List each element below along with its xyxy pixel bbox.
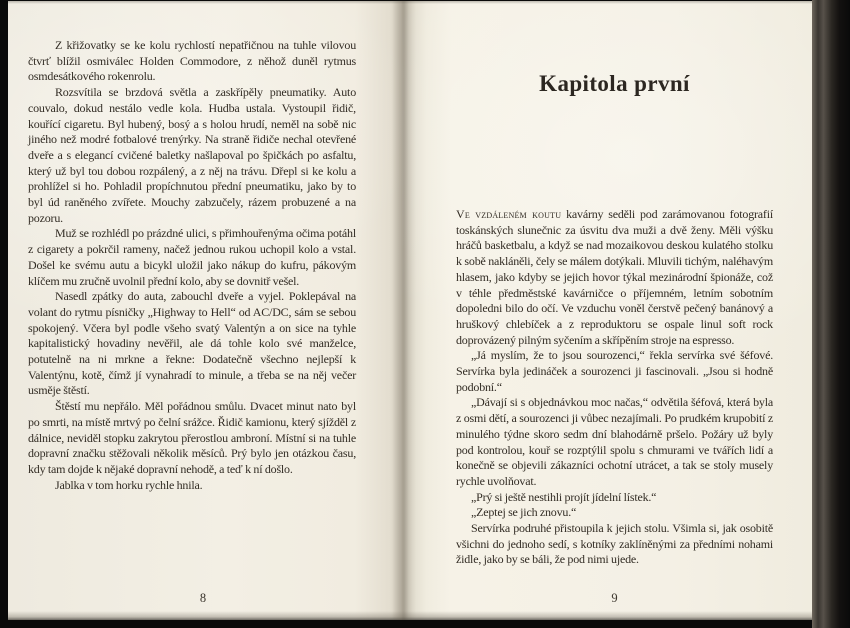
- smallcaps-lead: Ve vzdáleném koutu: [456, 207, 562, 221]
- paragraph: Rozsvítila se brzdová světla a zaskřípěly pneumatiky. Auto couvalo, dokud nestálo vedle kola. Hudba ustala. Vystoupil řidič, kouřící cigaretu. Byl hubený, bosý a s holou hrudí, neměl na sobě nic jiného než modré fotbalové trenýrky. Na straně řidiče nechal otevřené dveře a s elegancí cvičené baletky našlapoval po špičkách po asfaltu, který už byl tou dobou rozpálený, a z něj na trávu. Dřepl si ke kolu a prohlížel si ho. Pohladil propíchnutou přední pneumatiku, jako by to byl úd raněného zvířete. Mouchy zabzučely, rázem probuzené a na pozoru.: [28, 85, 356, 225]
- paragraph-opening: [456, 207, 773, 348]
- right-page-text: [456, 207, 773, 568]
- left-page: [8, 1, 402, 620]
- paragraph: „Dávají si s objednávkou moc načas,“ odvětila šéfová, která byla z osmi dětí, a sourozenci ji vůbec nezajímali. Po prudkém krupobití z minulého týdne skoro sedm dní blahodárně pršelo. Požáry už byly pod kontrolou, kouř se rozptýlil spolu s chmurami ve tvářích lidí a konečně se objevili zákazníci ochotní utrácet, a tak se stoly musely rychle uvolňovat.: [456, 395, 773, 488]
- page-number-right: 9: [611, 591, 618, 605]
- paragraph: „Zeptej se jich znovu.“: [471, 505, 577, 520]
- page-number-left: 8: [199, 591, 207, 605]
- paragraph: Jablka v tom horku rychle hnila.: [55, 477, 203, 492]
- paragraph: Muž se rozhlédl po prázdné ulici, s přimhouřenýma očima potáhl z cigarety a pokrčil rameny, načež jednou rukou uchopil kolo a vstal. Došel ke svému autu a bicykl uložil jako nákup do kufru, pákovým klíčem mu zručně uvolnil přední kolo, aby se dovnitř vešel.: [28, 226, 356, 288]
- paragraph: Štěstí mu nepřálo. Měl pořádnou smůlu. Dvacet minut nato byl po smrti, na místě mrtvý po čelní srážce. Řidič kamionu, který sjížděl z dálnice, neviděl stopku zakrytou přerostlou ambroní. Místní si na tuhle dopravní značku stěžovali několik měsíců. Prý bylo jen otázkou času, kdy tam dojde k nějaké dopravní nehodě, a teď k ní došlo.: [28, 399, 356, 476]
- paragraph: „Já myslím, že to jsou sourozenci,“ řekla servírka své šéfové. Servírka byla jedináček a sourozenci ji fascinovali. „Jsou si hodně podobní.“: [456, 348, 773, 394]
- opening-paragraph-rest: kavárny seděli pod zarámovanou fotografií toskánských slunečnic za úsvitu dva muži a dvě ženy. Měli výšku hráčů basketbalu, a když se nad mozaikovou deskou kulatého stolku k sobě nakláněli, čely se málem dotýkali. Mluvili tichým, naléhavým hlasem, jako kdyby se jejich hovor týkal mezinárodní špionáže, což v téhle předměstské kavárničce o příjemném, letním sobotním dopoledni bilo do očí. Ve vzduchu voněl čerstvě pečený banánový a hruškový chlebíček a z reproduktoru se ospale linul soft rock doprovázený pilným syčením a skřípěním stroje na espresso.: [456, 207, 773, 347]
- paragraph: „Prý si ještě nestihli projít jídelní lístek.“: [471, 489, 657, 504]
- right-page: [402, 1, 812, 620]
- chapter-title: Kapitola první: [539, 71, 690, 96]
- paragraph: Nasedl zpátky do auta, zabouchl dveře a vyjel. Poklepával na volant do rytmu písničky „Highway to Hell“ od AC/DC, sám se sebou spokojený. Včera byl podle všeho svatý Valentýn a on sice na tyhle kapitalistický hovadiny nevěřil, ale dá tohle kolo své manželce, potutelně na ni mrkne a řekne: Dodatečně všechno nejlepší k Valentýnu, kotě, čímž jí vynahradí to minule, a třeba se na něj večer usměje štěstí.: [28, 289, 356, 398]
- paragraph: Servírka podruhé přistoupila k jejich stolu. Všimla si, jak osobitě všichni do jednoho sedí, s kotníky zaklíněnými za předními nohami židle, jako by se báli, že pod nimi ujede.: [456, 521, 773, 567]
- left-page-text: [28, 38, 356, 493]
- book-page-edges: [812, 0, 850, 628]
- paragraph: Z křižovatky se ke kolu rychlostí nepatřičnou na tuhle vilovou čtvrť blížil osmiválec Holden Commodore, z něhož duněl rytmus osmdesátkového rokenrolu.: [28, 38, 356, 84]
